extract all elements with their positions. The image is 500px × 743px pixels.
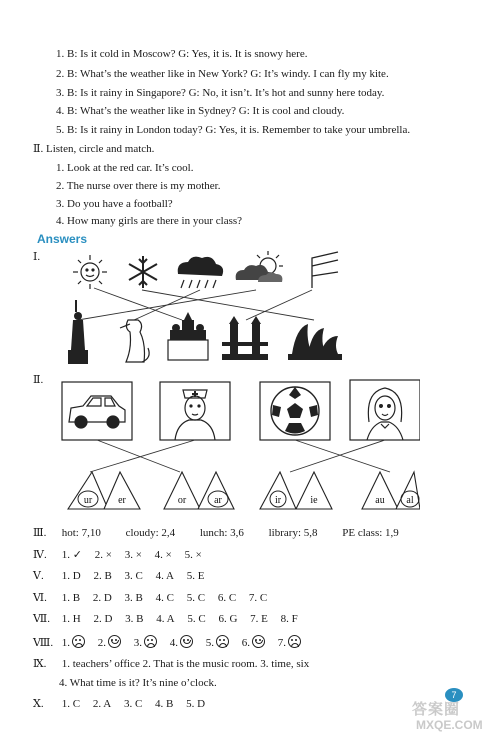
row-8-item: 4. [169, 637, 178, 649]
watermark-url: MXQE.COM [416, 718, 483, 732]
row-7-item: 2. D [93, 613, 113, 625]
answer-row-10 [33, 697, 215, 711]
row-10-item: 1. C [61, 698, 81, 710]
page-number: 7 [445, 688, 463, 702]
row-6-item: 1. B [61, 592, 81, 604]
row-8-item: 3. [133, 637, 142, 649]
row-3-label: Ⅲ. [33, 527, 47, 539]
row-3-item: library: 5,8 [268, 527, 318, 539]
row-6-item: 2. D [92, 592, 112, 604]
listening-line-4: 4. B: What’s the weather like in Sydney? G: It is cool and cloudy. [56, 105, 345, 117]
answer-row-8 [33, 635, 311, 650]
row-10-item: 3. C [123, 698, 143, 710]
row-10-label: Ⅹ. [33, 698, 44, 710]
answers-title: Answers [37, 232, 88, 246]
row-7-item: 5. C [187, 613, 206, 625]
row-8-item: 5. [205, 637, 214, 649]
answers-part-2-label: Ⅱ. [33, 374, 44, 386]
section-2-item-4: 4. How many girls are there in your class? [56, 215, 243, 227]
syllable-or: or [177, 495, 187, 506]
tower-bridge-icon [222, 316, 268, 360]
row-6-item: 6. C [217, 592, 237, 604]
section-2-item-3: 3. Do you have a football? [56, 198, 173, 210]
row-5-label: Ⅴ. [33, 570, 44, 582]
answer-row-3 [33, 526, 409, 540]
listening-line-3: 3. B: Is it rainy in Singapore? G: No, it isn’t. It’s hot and sunny here today. [56, 87, 385, 99]
sad-face-icon [216, 635, 229, 648]
rain-cloud-icon [178, 257, 223, 288]
answer-row-6 [33, 591, 277, 605]
sad-face-icon [144, 635, 157, 648]
row-5-item: 2. B [93, 570, 112, 582]
answer-row-7 [33, 612, 308, 626]
answer-row-9 [33, 657, 309, 671]
row-6-item: 5. C [186, 592, 206, 604]
row-7-item: 1. H [61, 613, 81, 625]
row-5-item: 1. D [61, 570, 81, 582]
row-6-item: 7. C [248, 592, 268, 604]
row-4-item: 4. × [154, 549, 172, 561]
section-2-item-2: 2. The nurse over there is my mother. [56, 180, 221, 192]
smiley-face-icon [180, 635, 193, 648]
listening-line-2: 2. B: What’s the weather like in New York? G: It’s windy. I can fly my kite. [56, 68, 389, 80]
syllable-er: er [118, 495, 126, 506]
answers-part-1-label: Ⅰ. [33, 251, 41, 263]
row-7-item: 4. A [156, 613, 175, 625]
row-5-item: 4. A [155, 570, 174, 582]
cloudy-sun-icon [236, 251, 283, 282]
watermark-logo: 答案圈 [412, 701, 461, 718]
row-8-label: Ⅷ. [33, 637, 54, 649]
row-8-item: 7. [277, 637, 286, 649]
row-7-item: 6. G [218, 613, 238, 625]
syllable-ie: ie [310, 495, 318, 506]
row-4-label: Ⅳ. [33, 549, 47, 561]
syllable-ar: ar [214, 495, 222, 506]
sun-icon [73, 255, 107, 289]
wind-icon [312, 252, 338, 288]
row-3-item: lunch: 3,6 [199, 527, 244, 539]
row-10-item: 5. D [186, 698, 206, 710]
section-2-item-1: 1. Look at the red car. It’s cool. [56, 162, 194, 174]
kremlin-icon [168, 312, 208, 360]
row-6-item: 4. C [155, 592, 174, 604]
row-3-item: cloudy: 2,4 [125, 527, 176, 539]
smiley-face-icon [108, 635, 121, 648]
row-4-item: 2. × [94, 549, 112, 561]
row-7-label: Ⅶ. [33, 613, 50, 625]
syllable-al: al [406, 495, 414, 506]
row-3-item: PE class: 1,9 [342, 527, 399, 539]
row-9-line-1: 1. teachers’ office 2. That is the music room. 3. time, six [61, 658, 310, 670]
row-9-line-2: 4. What time is it? It’s nine o’clock. [59, 677, 217, 689]
row-5-item: 3. C [124, 570, 143, 582]
row-7-item: 3. B [125, 613, 144, 625]
row-10-item: 4. B [155, 698, 174, 710]
row-8-item: 2. [97, 637, 106, 649]
answer-row-5 [33, 569, 214, 583]
sad-face-icon [288, 635, 301, 648]
row-6-label: Ⅵ. [33, 592, 47, 604]
row-8-item: 1. [61, 637, 70, 649]
syllable-au: au [375, 495, 385, 506]
sydney-opera-house-icon [288, 324, 342, 360]
row-4-item: 1. ✓ [61, 549, 82, 561]
syllable-ir: ir [274, 495, 282, 506]
snowflake-icon [129, 256, 157, 288]
row-4-item: 5. × [184, 549, 202, 561]
answer-row-4 [33, 548, 212, 562]
row-6-item: 3. B [124, 592, 143, 604]
row-3-item: hot: 7,10 [61, 527, 101, 539]
merlion-icon [120, 320, 149, 362]
sad-face-icon [72, 635, 85, 648]
row-4-item: 3. × [124, 549, 142, 561]
row-9-label: Ⅸ. [33, 658, 47, 670]
statue-of-liberty-icon [68, 300, 88, 364]
listening-line-1: 1. B: Is it cold in Moscow? G: Yes, it is. It is snowy here. [56, 48, 308, 60]
row-7-item: 7. E [250, 613, 268, 625]
section-2-heading: Ⅱ. Listen, circle and match. [33, 143, 155, 155]
football-icon [271, 387, 319, 435]
smiley-face-icon [252, 635, 265, 648]
row-8-item: 6. [241, 637, 250, 649]
row-7-item: 8. F [280, 613, 298, 625]
weather-landmark-figure [60, 250, 360, 370]
picture-syllable-figure [60, 372, 420, 517]
row-10-item: 2. A [92, 698, 112, 710]
syllable-ur: ur [83, 495, 93, 506]
listening-line-5: 5. B: Is it rainy in London today? G: Yes, it is. Remember to take your umbrella. [56, 124, 411, 136]
row-5-item: 5. E [186, 570, 205, 582]
